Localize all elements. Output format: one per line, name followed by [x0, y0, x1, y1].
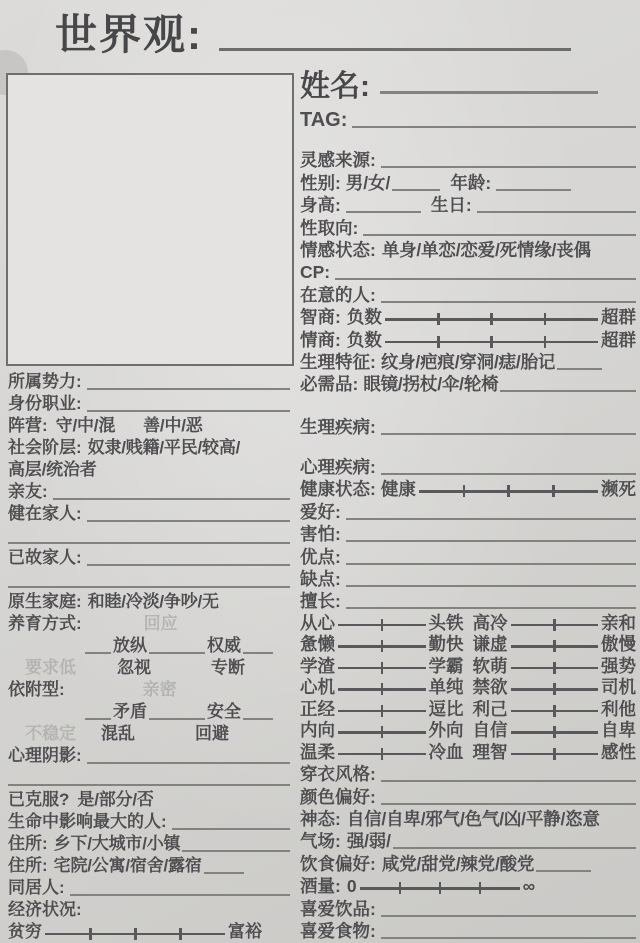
physical-illness-label: 生理疾病:: [300, 416, 376, 437]
continuation-line-row: [8, 568, 290, 590]
social-class-row: [8, 436, 290, 458]
blank-line: [204, 866, 244, 874]
alcohol-label: 酒量:: [300, 876, 341, 897]
quadrant-label: 专断: [211, 658, 245, 677]
parenting-label: 养育方式:: [8, 614, 82, 633]
necessity-label: 必需品:: [300, 374, 359, 395]
slider-left-label: 正经: [300, 698, 335, 719]
blank-line: [346, 579, 636, 587]
attachment-label: 依附型:: [8, 680, 65, 699]
tag-row: [300, 103, 636, 130]
slider-left-label: 谦虚: [472, 634, 508, 655]
attachment-quadrant-bottom-row: [8, 722, 290, 744]
look-label: 神态:: [300, 809, 341, 830]
slider-pair: [300, 677, 464, 697]
slider-track: [511, 617, 599, 632]
slider-right-label: 学霸: [428, 655, 464, 676]
quadrant-label: 回避: [195, 724, 229, 743]
scale-right-label: 超群: [601, 329, 636, 350]
portrait-box: [6, 73, 294, 366]
favorite-drink-label: 喜爱饮品:: [300, 898, 376, 919]
blank-line: [346, 557, 636, 565]
alcohol-scale-track: [360, 880, 520, 895]
slider-track: [338, 638, 426, 653]
dress-style-label: 穿衣风格:: [300, 764, 376, 785]
aura-row: [300, 829, 636, 851]
axis-line: [243, 646, 273, 654]
slider-left-label: 高冷: [472, 612, 508, 633]
blank-line: [346, 205, 421, 213]
hobby-row: [300, 499, 636, 521]
slider-track: [338, 703, 426, 718]
social-class-label: 社会阶层:: [8, 438, 82, 457]
slider-pair: [473, 613, 637, 633]
attachment-row: [8, 678, 290, 700]
slider-left-label: 利己: [472, 698, 508, 719]
wealth-scale-row: [8, 920, 290, 942]
slider-right-label: 头铁: [428, 612, 464, 633]
scale-left-label: 健康: [380, 479, 416, 500]
friends-label: 亲友:: [8, 482, 48, 501]
blank-line: [346, 601, 636, 609]
diet-label: 饮食偏好:: [300, 853, 376, 874]
good-at-label: 擅长:: [300, 591, 341, 612]
attachment-axis-left-label: 不稳定: [25, 724, 76, 743]
faction-row: [8, 370, 290, 392]
slider-track: [511, 660, 599, 675]
slider-left-label: 软萌: [472, 655, 508, 676]
personality-slider-row: [300, 633, 636, 655]
slider-pair: [473, 742, 637, 762]
scale-right-label: 富裕: [228, 922, 262, 941]
scale-left-label: 负数: [346, 307, 382, 328]
blank-line: [557, 362, 602, 370]
iq-scale-track: [385, 311, 598, 326]
scale-left-label: 0: [346, 876, 357, 897]
deceased-family-label: 已故家人:: [8, 548, 82, 567]
cp-row: [300, 260, 636, 282]
axis-line: [243, 712, 273, 720]
slider-pair: [300, 699, 464, 719]
wealth-scale-track: [45, 926, 225, 941]
slider-left-label: 从心: [300, 612, 335, 633]
alignment-row: [8, 414, 290, 436]
tag-blank-line: [352, 120, 636, 128]
economy-label: 经济状况:: [8, 900, 82, 919]
cp-label: CP:: [300, 262, 331, 283]
slider-left-label: 内向: [300, 720, 335, 741]
aura-label: 气场:: [300, 831, 341, 852]
alignment-options-a: 守/中/混: [55, 416, 116, 435]
aura-options: 强/弱/: [346, 831, 391, 852]
personality-slider-row: [300, 654, 636, 676]
gender-label: 性别: 男/女/: [300, 172, 391, 193]
slider-pair: [473, 699, 637, 719]
right-column: [300, 57, 636, 941]
scale-right-label: 超群: [601, 307, 636, 328]
height-birthday-row: [300, 193, 636, 215]
scale-right-label: ∞: [522, 876, 536, 897]
physical-features-row: [300, 350, 636, 372]
overcome-label: 已克服?: [8, 790, 70, 809]
parenting-quadrant-bottom-row: [8, 656, 290, 678]
residence-options: 乡下/大城市/小镇: [53, 834, 181, 853]
slider-right-label: 自卑: [601, 720, 636, 741]
height-label: 身高:: [300, 195, 341, 216]
inspiration-label: 灵感来源:: [300, 150, 376, 171]
cared-person-label: 在意的人:: [300, 284, 376, 305]
necessity-row: [300, 372, 636, 394]
slider-right-label: 逗比: [428, 698, 464, 719]
weakness-label: 缺点:: [300, 569, 341, 590]
emotion-label: 情感状态:: [300, 239, 376, 260]
influence-row: [8, 810, 290, 832]
alcohol-scale-row: [300, 874, 636, 896]
slider-right-label: 冷血: [428, 741, 464, 762]
residence2-options: 宅院/公寓/宿舍/露宿: [53, 856, 202, 875]
living-family-label: 健在家人:: [8, 504, 82, 523]
blank-line: [70, 888, 290, 896]
attachment-axis-top-label: 亲密: [142, 680, 177, 699]
blank-line: [381, 774, 636, 782]
weakness-row: [300, 567, 636, 589]
alignment-label: 阵营:: [8, 416, 48, 435]
blank-line: [87, 404, 290, 412]
trauma-row: [8, 744, 290, 766]
physical-illness-row: [300, 414, 636, 436]
slider-left-label: 理智: [472, 741, 508, 762]
cohabitant-label: 同居人:: [8, 878, 65, 897]
blank-line: [500, 384, 636, 392]
eq-scale-row: [300, 327, 636, 349]
emotion-status-row: [300, 238, 636, 260]
slider-right-label: 利他: [601, 698, 636, 719]
family-atmosphere-row: [8, 590, 290, 612]
axis-line: [85, 712, 111, 720]
diet-row: [300, 851, 636, 873]
blank-line: [381, 295, 636, 303]
left-column: [8, 370, 290, 942]
continuation-line-row: [8, 524, 290, 546]
emotion-options: 单身/单恋/恋爱/死情缘/丧偶: [381, 239, 591, 260]
slider-left-label: 学渣: [300, 655, 335, 676]
diet-options: 咸党/甜党/辣党/酸党: [381, 853, 535, 874]
slider-left-label: 禁欲: [472, 677, 508, 698]
blank-line: [536, 864, 591, 872]
strength-label: 优点:: [300, 546, 341, 567]
axis-line: [149, 646, 205, 654]
personality-slider-row: [300, 697, 636, 719]
slider-track: [511, 703, 599, 718]
residence-label: 住所:: [8, 834, 48, 853]
parenting-axis-left-label: 要求低: [25, 658, 76, 677]
slider-left-label: 自信: [472, 720, 508, 741]
quadrant-label: 权威: [207, 636, 241, 655]
physical-features-options: 纹身/疤痕/穿洞/痣/胎记: [380, 351, 556, 372]
tag-label: TAG:: [300, 109, 348, 131]
slider-track: [511, 724, 599, 739]
attachment-quadrant-top-row: [8, 700, 290, 722]
blank-line: [87, 756, 290, 764]
parenting-quadrant-top-row: [8, 634, 290, 656]
scale-left-label: 贫穷: [8, 922, 42, 941]
favorite-food-label: 喜爱食物:: [300, 921, 376, 942]
continuation-line-row: [8, 766, 290, 788]
slider-pair: [473, 656, 637, 676]
blank-line: [8, 536, 290, 544]
name-label: 姓名:: [300, 70, 370, 103]
blank-line: [393, 841, 636, 849]
blank-line: [381, 909, 636, 917]
iq-label: 智商:: [300, 307, 341, 328]
eq-label: 情商:: [300, 329, 341, 350]
physical-features-label: 生理特征:: [300, 351, 376, 372]
blank-line: [363, 228, 636, 236]
blank-line: [496, 183, 571, 191]
cohabitant-row: [8, 876, 290, 898]
slider-track: [338, 617, 426, 632]
blank-line: [8, 778, 290, 786]
quadrant-label: 忽视: [117, 658, 151, 677]
look-options: 自信/自卑/邪气/色气/凶/平静/恣意: [346, 809, 600, 830]
friends-row: [8, 480, 290, 502]
parenting-axis-top-label: 回应: [143, 614, 178, 633]
blank-line: [381, 931, 636, 939]
blank-line: [8, 580, 290, 588]
slider-right-label: 外向: [428, 720, 464, 741]
birthday-label: 生日:: [430, 195, 472, 216]
slider-track: [511, 746, 599, 761]
alignment-options-b: 善/中/恶: [143, 416, 203, 435]
title-blank-line: [219, 20, 571, 51]
blank-line: [392, 183, 440, 191]
fear-row: [300, 522, 636, 544]
personality-slider-row: [300, 611, 636, 633]
slider-right-label: 感性: [601, 741, 636, 762]
health-label: 健康状态:: [300, 479, 376, 500]
slider-right-label: 亲和: [601, 612, 636, 633]
quadrant-label: 放纵: [113, 636, 147, 655]
color-preference-label: 颜色偏好:: [300, 786, 376, 807]
slider-pair: [300, 742, 464, 762]
inspiration-row: [300, 148, 636, 170]
overcome-options: 是/部分/否: [77, 790, 154, 809]
personality-slider-row: [300, 740, 636, 762]
parenting-row: [8, 612, 290, 634]
health-scale-row: [300, 477, 636, 499]
blank-line: [381, 160, 636, 168]
blank-line: [87, 514, 290, 522]
personality-slider-row: [300, 676, 636, 698]
iq-scale-row: [300, 305, 636, 327]
blank-line: [346, 534, 636, 542]
social-class-options-line2: 高层/统治者: [8, 460, 97, 479]
scale-right-label: 濒死: [601, 479, 636, 500]
slider-pair: [300, 613, 464, 633]
slider-left-label: 温柔: [300, 741, 335, 762]
color-preference-row: [300, 784, 636, 806]
blank-line: [53, 492, 290, 500]
influence-label: 生命中影响最大的人:: [8, 812, 167, 831]
slider-right-label: 强势: [601, 655, 636, 676]
axis-line: [85, 646, 111, 654]
blank-line: [335, 272, 636, 280]
economy-row: [8, 898, 290, 920]
necessity-options: 眼镜/拐杖/伞/轮椅: [363, 374, 499, 395]
fear-label: 害怕:: [300, 524, 341, 545]
cared-person-row: [300, 282, 636, 304]
eq-scale-track: [385, 334, 598, 349]
personality-slider-row: [300, 719, 636, 741]
deceased-family-row: [8, 546, 290, 568]
strength-row: [300, 544, 636, 566]
slider-pair: [473, 677, 637, 697]
residence2-row: [8, 854, 290, 876]
slider-pair: [300, 634, 464, 654]
slider-track: [338, 724, 426, 739]
social-class-options-line1: 奴隶/贱籍/平民/较高/: [87, 438, 241, 457]
family-atmosphere-options: 和睦/冷淡/争吵/无: [87, 592, 219, 611]
blank-line: [381, 797, 636, 805]
trauma-label: 心理阴影:: [8, 746, 82, 765]
quadrant-label: 混乱: [101, 724, 135, 743]
hobby-label: 爱好:: [300, 501, 341, 522]
slider-track: [338, 660, 426, 675]
dress-style-row: [300, 762, 636, 784]
name-row: [300, 57, 636, 103]
mental-illness-label: 心理疾病:: [300, 457, 376, 478]
age-label: 年龄:: [450, 172, 492, 193]
living-family-row: [8, 502, 290, 524]
blank-line: [172, 822, 290, 830]
health-scale-track: [419, 483, 598, 498]
slider-right-label: 傲慢: [601, 634, 636, 655]
slider-pair: [473, 634, 637, 654]
blank-line: [381, 467, 636, 475]
blank-line: [381, 427, 636, 435]
quadrant-label: 安全: [207, 702, 241, 721]
slider-left-label: 惫懒: [300, 634, 335, 655]
blank-line: [182, 844, 290, 852]
axis-line: [149, 712, 205, 720]
residence2-label: 住所:: [8, 856, 48, 875]
faction-label: 所属势力:: [8, 372, 82, 391]
slider-right-label: 单纯: [428, 677, 464, 698]
slider-track: [338, 681, 426, 696]
good-at-row: [300, 589, 636, 611]
favorite-drink-row: [300, 896, 636, 918]
slider-pair: [473, 720, 637, 740]
family-atmosphere-label: 原生家庭:: [8, 592, 82, 611]
blank-line: [87, 382, 290, 390]
slider-track: [338, 746, 426, 761]
slider-right-label: 勤快: [428, 634, 464, 655]
social-class-row2: [8, 458, 290, 480]
look-row: [300, 807, 636, 829]
name-blank-line: [380, 83, 598, 94]
page-title: 世界观:: [55, 11, 203, 58]
mental-illness-row: [300, 455, 636, 477]
occupation-label: 身份职业:: [8, 394, 82, 413]
scale-left-label: 负数: [346, 329, 382, 350]
slider-right-label: 司机: [601, 677, 636, 698]
orientation-label: 性取向:: [300, 217, 359, 238]
occupation-row: [8, 392, 290, 414]
slider-pair: [300, 656, 464, 676]
slider-track: [511, 638, 599, 653]
quadrant-label: 矛盾: [113, 702, 147, 721]
blank-line: [477, 205, 636, 213]
slider-left-label: 心机: [300, 677, 335, 698]
residence-row: [8, 832, 290, 854]
orientation-row: [300, 215, 636, 237]
slider-pair: [300, 720, 464, 740]
blank-line: [87, 558, 290, 566]
blank-line: [346, 512, 636, 520]
favorite-food-row: [300, 919, 636, 941]
slider-track: [511, 681, 599, 696]
gender-age-row: [300, 170, 636, 192]
overcome-row: [8, 788, 290, 810]
